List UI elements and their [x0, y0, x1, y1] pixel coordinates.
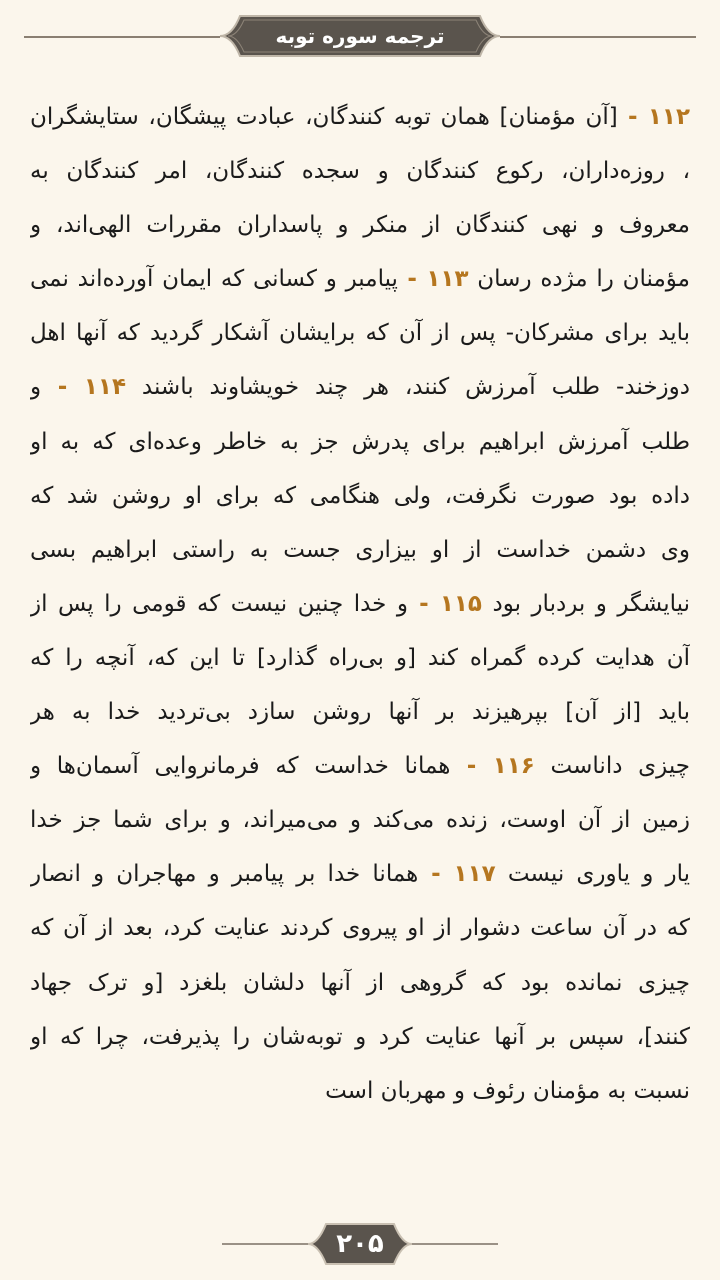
page-number-badge: [306, 1220, 414, 1268]
footer: [0, 1218, 720, 1270]
text-line: [30, 901, 690, 955]
text-line: [30, 1064, 690, 1118]
text-line: [30, 198, 690, 252]
text-line: [30, 1010, 690, 1064]
verse-number: ۱۱۵ -: [407, 590, 482, 617]
text-line: [30, 847, 690, 901]
verse-number: ۱۱۶ -: [450, 753, 535, 780]
header: [0, 14, 720, 58]
verse-text: باید [از آن] بپرهیزند بر آنها روشن سازد بی‌تردید خدا به هر: [30, 699, 690, 726]
page-title: ترجمه سوره توبه: [275, 24, 445, 48]
text-line: [30, 523, 690, 577]
verse-text: که در آن ساعت دشوار از او پیروی کردند عنایت کرد، بعد از آن که: [30, 915, 690, 942]
text-line: [30, 631, 690, 685]
verse-number: ۱۱۳ -: [397, 266, 469, 293]
text-line: [30, 360, 690, 414]
verse-text: نسبت به مؤمنان رئوف و مهربان است: [325, 1077, 690, 1104]
verse-text: آن هدایت کرده گمراه کند [و بی‌راه گذارد] تا این که، آنچه را که: [30, 644, 690, 671]
verse-text: همانا خدا بر پیامبر و مهاجران و انصار: [30, 861, 419, 888]
header-divider-left: [24, 36, 220, 38]
verse-text: پیامبر و کسانی که ایمان آورده‌اند نمی: [30, 266, 398, 293]
text-line: [30, 469, 690, 523]
verse-text: طلب آمرزش ابراهیم برای پدرش جز به خاطر وعده‌ای که به او: [30, 428, 690, 455]
verse-text: ، روزه‌داران، رکوع کنندگان و سجده کنندگان، امر کنندگان به: [30, 158, 690, 185]
verse-text: مؤمنان را مژده رسان: [468, 266, 690, 293]
verse-text: وی دشمن خداست از او بیزاری جست به راستی ابراهیم بسی: [30, 536, 690, 563]
page-number: ۲۰۵: [336, 1229, 384, 1259]
text-line: [30, 739, 690, 793]
verse-text: همانا خداست که فرمانروایی آسمان‌ها و: [30, 753, 451, 780]
verse-text: یار و یاوری نیست: [495, 861, 690, 888]
verse-text: و خدا چنین نیست که قومی را پس از: [30, 590, 408, 617]
verse-text: معروف و نهی کنندگان از منکر و پاسداران مقررات الهی‌اند، و: [30, 212, 690, 239]
verse-text: دوزخند- طلب آمرزش کنند، هر چند خویشاوند باشند: [126, 374, 690, 401]
verse-text: باید برای مشرکان- پس از آن که برایشان آشکار گردید که آنها اهل: [30, 320, 690, 347]
text-line: [30, 306, 690, 360]
text-line: [30, 577, 690, 631]
verse-number: ۱۱۴ -: [41, 374, 126, 401]
text-line: [30, 415, 690, 469]
verse-text: نیایشگر و بردبار بود: [481, 590, 690, 617]
text-line: [30, 956, 690, 1010]
verse-text: چیزی نمانده بود که گروهی از آنها دلشان بلغزد [و ترک جهاد: [30, 969, 690, 996]
verse-number: ۱۱۲ -: [617, 104, 690, 130]
footer-divider-right: [408, 1243, 498, 1245]
text-line: [30, 144, 690, 198]
verse-text: [آن مؤمنان] همان توبه کنندگان، عبادت پیشگان، ستایشگران: [30, 104, 618, 130]
verse-text: چیزی داناست: [534, 753, 690, 780]
verse-text: کنند]، سپس بر آنها عنایت کرد و توبه‌شان را پذیرفت، چرا که او: [30, 1023, 690, 1050]
verse-text: و: [30, 374, 42, 401]
header-divider-right: [500, 36, 696, 38]
text-line: [30, 90, 690, 144]
translation-text: [30, 90, 690, 1118]
title-badge: [218, 14, 502, 58]
verse-number: ۱۱۷ -: [418, 861, 496, 888]
text-line: [30, 793, 690, 847]
verse-text: زمین از آن اوست، زنده می‌کند و می‌میراند، و برای شما جز خدا: [30, 807, 690, 834]
footer-divider-left: [222, 1243, 312, 1245]
verse-text: داده بود صورت نگرفت، ولی هنگامی که برای او روشن شد که: [30, 482, 690, 509]
text-line: [30, 252, 690, 306]
text-line: [30, 685, 690, 739]
